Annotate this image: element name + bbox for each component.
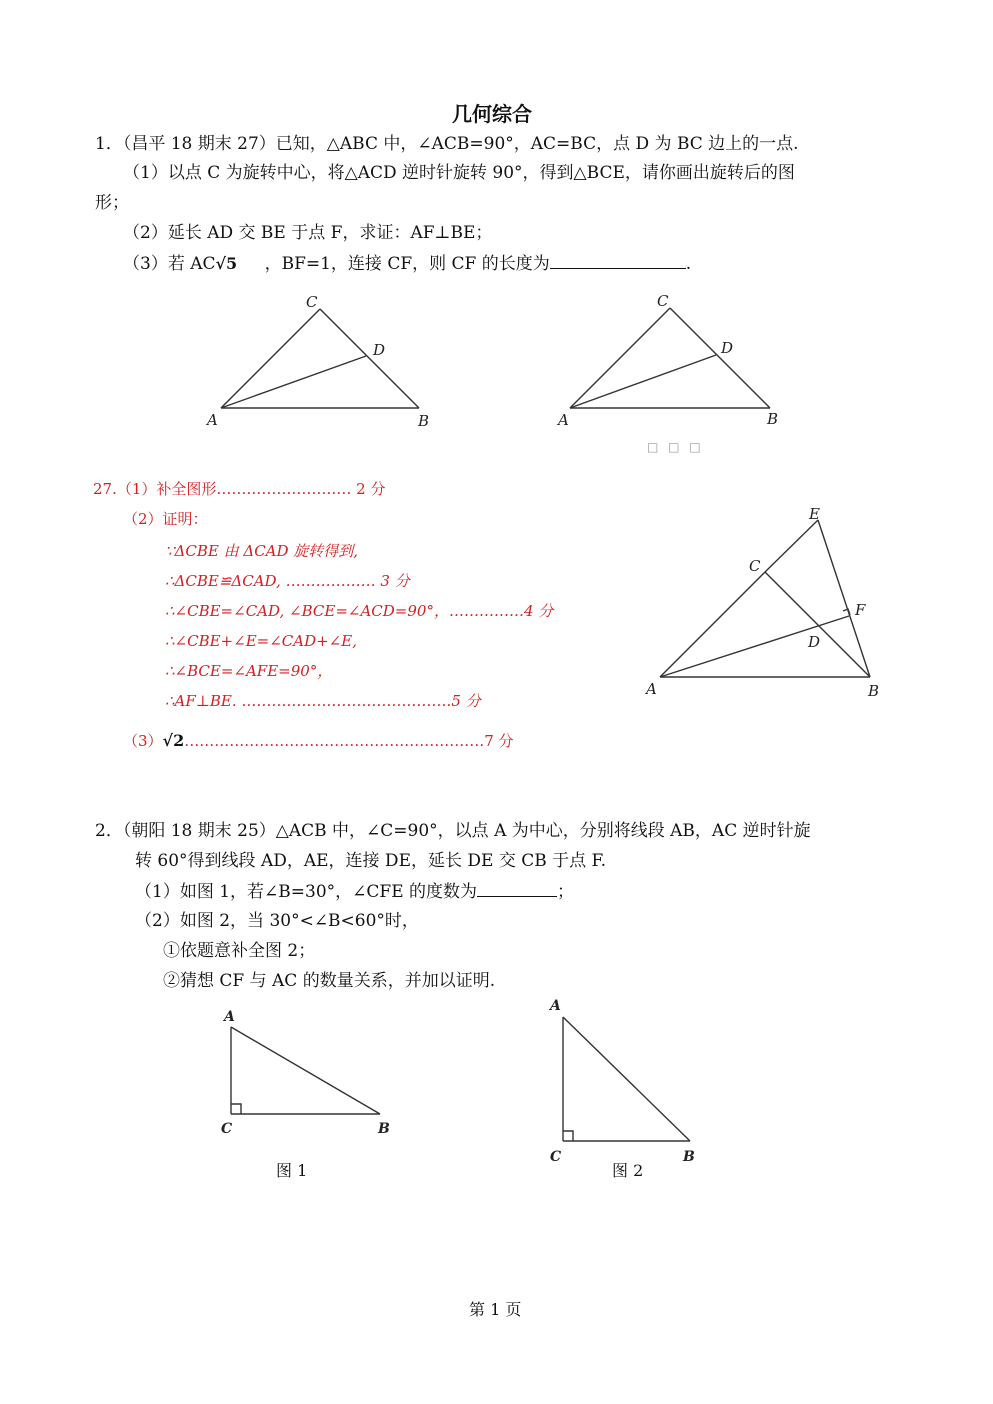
label-c: C — [749, 557, 761, 575]
label-b: B — [378, 1121, 390, 1137]
q1-part1-line2: 形； — [95, 193, 129, 213]
label-b: B — [767, 410, 779, 428]
label-a: A — [558, 411, 569, 429]
answer-line-8: ∴AF⊥BE. ……………………………………5 分 — [165, 692, 481, 710]
watermark: □ □ □ — [647, 440, 704, 454]
answer-3-sqrt: √2 — [162, 731, 185, 750]
label-a: A — [207, 411, 218, 429]
label-b: B — [418, 412, 430, 430]
answer-3-post: ……………………………………………………7 分 — [184, 732, 514, 750]
q1-part3-pre: （3）若 AC — [123, 254, 216, 274]
label-b: B — [683, 1149, 695, 1165]
label-b: B — [868, 682, 880, 700]
q1-part2: （2）延长 AD 交 BE 于点 F，求证：AF⊥BE； — [123, 223, 493, 243]
q2-part2-b: ②猜想 CF 与 AC 的数量关系，并加以证明. — [163, 971, 496, 991]
label-f: F — [855, 601, 866, 619]
label-e: E — [809, 505, 820, 523]
label-d: D — [373, 341, 386, 359]
answer-line-3: ∵ΔCBE 由 ΔCAD 旋转得到, — [165, 542, 359, 560]
label-c: C — [306, 293, 318, 311]
seg-ab — [563, 1017, 690, 1141]
label-a: A — [646, 680, 657, 698]
q2-part2-a: ①依题意补全图 2； — [163, 941, 316, 961]
q1-part3-end: . — [685, 254, 692, 274]
fig2-caption: 图 2 — [612, 1161, 644, 1180]
label-c: C — [657, 292, 669, 310]
answer-line-6: ∴∠CBE+∠E=∠CAD+∠E, — [165, 632, 357, 650]
label-c: C — [221, 1121, 233, 1137]
answer-line-1: 27.（1）补全图形……………………… 2 分 — [93, 480, 386, 498]
page-number: 第 1 页 — [469, 1300, 522, 1319]
q2-stem-line1: 2．（朝阳 18 期末 25）△ACB 中，∠C=90°，以点 A 为中心，分别将线段 AB，AC 逆时针旋 — [95, 821, 811, 841]
answer-line-7: ∴∠BCE=∠AFE=90°， — [165, 662, 333, 680]
q1-stem: 1．（昌平 18 期末 27）已知，△ABC 中，∠ACB=90°，AC=BC，点 D 为 BC 边上的一点. — [95, 134, 799, 154]
q2-part1-pre: （1）如图 1，若∠B=30°，∠CFE 的度数为 — [135, 882, 478, 902]
label-c: C — [550, 1149, 562, 1165]
q2-part2: （2）如图 2，当 30°<∠B<60°时， — [135, 911, 419, 931]
q1-part3-sqrt: √5 — [215, 254, 238, 273]
label-d: D — [808, 633, 821, 651]
q1-part3-post: ，BF=1，连接 CF，则 CF 的长度为 — [264, 254, 550, 274]
label-d: D — [721, 339, 734, 357]
q2-stem-line2: 转 60°得到线段 AD，AE，连接 DE，延长 DE 交 CB 于点 F. — [135, 851, 607, 871]
label-a: A — [224, 1009, 235, 1025]
fig1-caption: 图 1 — [276, 1161, 308, 1180]
label-a: A — [550, 998, 561, 1014]
right-angle-mark — [563, 1131, 573, 1141]
answer-line-4: ∴ΔCBE≌ΔCAD, ……………… 3 分 — [165, 572, 410, 590]
answer-line-2: （2）证明： — [123, 510, 208, 528]
q2-part1-post: ； — [557, 882, 575, 902]
page-title: 几何综合 — [452, 102, 532, 126]
q1-part1-line1: （1）以点 C 为旋转中心，将△ACD 逆时针旋转 90°，得到△BCE，请你画出旋转后的图 — [123, 163, 795, 183]
answer-line-5: ∴∠CBE=∠CAD, ∠BCE=∠ACD=90°，……………4 分 — [165, 602, 554, 620]
answer-3-pre: （3） — [123, 732, 163, 750]
